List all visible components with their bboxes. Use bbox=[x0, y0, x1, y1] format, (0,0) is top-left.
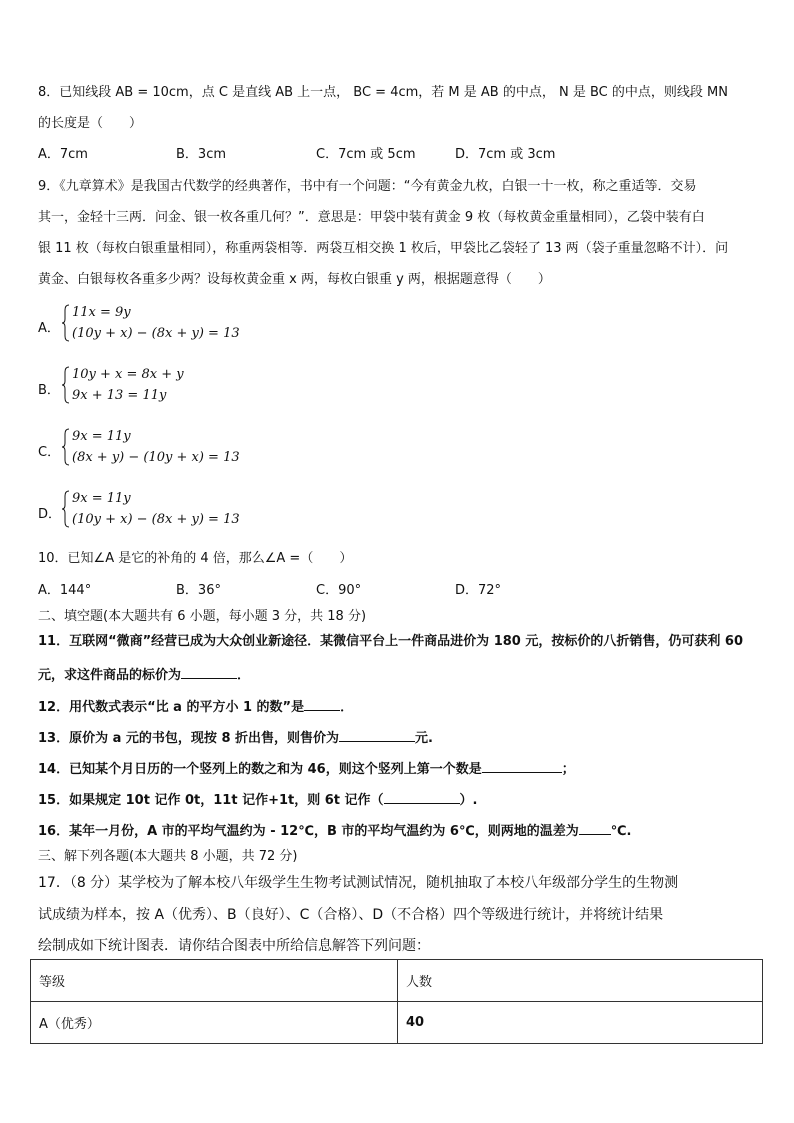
table-row bbox=[31, 1002, 763, 1044]
q14-end: ； bbox=[561, 762, 575, 777]
q9-option-d-eq1: 9x = 11y bbox=[72, 491, 131, 506]
q9-option-b-label: B． bbox=[38, 383, 60, 398]
q14-text: 14．已知某个月日历的一个竖列上的数之和为 46，则这个竖列上第一个数是 bbox=[38, 762, 482, 777]
q9-option-b-eq1: 10y + x = 8x + y bbox=[72, 367, 184, 382]
q9-line2: 其一，金轻十三两．问金、银一枚各重几何？”．意思是：甲袋中装有黄金 9 枚（每枚黄金重量相同），乙袋中装有白 bbox=[38, 210, 705, 225]
table-header-grade: 等级 bbox=[31, 960, 398, 1002]
q15-answer-blank[interactable] bbox=[384, 790, 460, 804]
q8-option-d: D．7cm 或 3cm bbox=[455, 147, 556, 162]
table-header-count: 人数 bbox=[398, 960, 763, 1002]
q17-line2: 试成绩为样本，按 A（优秀）、B（良好）、C（合格）、D（不合格）四个等级进行统计，并将统计结果 bbox=[38, 907, 664, 923]
q14-line bbox=[38, 759, 575, 779]
table-cell-grade: A（优秀） bbox=[31, 1002, 398, 1044]
q15-end: ）. bbox=[459, 793, 478, 808]
q9-option-a-eq1: 11x = 9y bbox=[72, 305, 131, 320]
q11-line2-text: 元，求这件商品的标价为 bbox=[38, 668, 182, 683]
q8-option-c: C．7cm 或 5cm bbox=[316, 147, 416, 162]
q8-option-b: B．3cm bbox=[176, 147, 227, 162]
q11-line1: 11．互联网“微商”经营已成为大众创业新途径．某微信平台上一件商品进价为 180 元，按标价的八折销售，仍可获利 60 bbox=[38, 634, 743, 649]
q13-end: 元. bbox=[415, 731, 433, 746]
q9-option-a-eq2: (10y + x) − (8x + y) = 13 bbox=[72, 326, 240, 341]
q9-option-c-eq2: (8x + y) − (10y + x) = 13 bbox=[72, 450, 240, 465]
section-2-heading: 二、填空题(本大题共有 6 小题，每小题 3 分，共 18 分) bbox=[38, 609, 367, 624]
grade-table bbox=[30, 959, 763, 1044]
brace-icon bbox=[62, 428, 70, 466]
q16-line bbox=[38, 821, 631, 841]
q16-text: 16．某年一月份，A 市的平均气温约为 - 12℃，B 市的平均气温约为 6℃，则两地的温差为 bbox=[38, 824, 579, 839]
brace-icon bbox=[62, 366, 70, 404]
q10-stem: 10．已知∠A 是它的补角的 4 倍，那么∠A =（ ） bbox=[38, 551, 353, 566]
q9-line1: 9．《九章算术》是我国古代数学的经典著作，书中有一个问题：“今有黄金九枚，白银一十一枚，称之重适等．交易 bbox=[38, 179, 697, 194]
q9-option-a-label: A． bbox=[38, 321, 60, 336]
q15-text: 15．如果规定 10t 记作 0t，11t 记作+1t，则 6t 记作（ bbox=[38, 793, 384, 808]
q9-line3: 银 11 枚（每枚白银重量相同），称重两袋相等．两袋互相交换 1 枚后，甲袋比乙袋轻了 13 两（袋子重量忽略不计）．问 bbox=[38, 241, 729, 256]
q9-option-d-eq2: (10y + x) − (8x + y) = 13 bbox=[72, 512, 240, 527]
q13-line bbox=[38, 728, 433, 748]
q10-option-c: C．90° bbox=[316, 583, 362, 598]
section-3-heading: 三、解下列各题(本大题共 8 小题，共 72 分) bbox=[38, 849, 298, 864]
q11-answer-blank[interactable] bbox=[181, 665, 237, 679]
q10-option-b: B．36° bbox=[176, 583, 221, 598]
q12-line bbox=[38, 697, 353, 717]
q16-end: ℃. bbox=[610, 824, 632, 839]
q10-option-a: A．144° bbox=[38, 583, 92, 598]
q8-line1: 8．已知线段 AB = 10cm，点 C 是直线 AB 上一点， BC = 4cm，若 M 是 AB 的中点， N 是 BC 的中点，则线段 MN bbox=[38, 85, 728, 100]
q14-answer-blank[interactable] bbox=[482, 759, 562, 773]
q8-option-a: A．7cm bbox=[38, 147, 88, 162]
q13-text: 13．原价为 a 元的书包，现按 8 折出售，则售价为 bbox=[38, 731, 340, 746]
q9-option-d-label: D． bbox=[38, 507, 62, 522]
table-cell-count: 40 bbox=[398, 1002, 763, 1044]
brace-icon bbox=[62, 304, 70, 342]
q11-line2-end: ． bbox=[237, 668, 251, 683]
q12-answer-blank[interactable] bbox=[304, 697, 340, 711]
q10-option-d: D．72° bbox=[455, 583, 502, 598]
q9-option-c-eq1: 9x = 11y bbox=[72, 429, 131, 444]
q17-line1: 17．（8 分）某学校为了解本校八年级学生生物考试测试情况，随机抽取了本校八年级部分学生的生物测 bbox=[38, 875, 679, 891]
q16-answer-blank[interactable] bbox=[579, 821, 611, 835]
q9-line4: 黄金、白银每枚各重多少两？设每枚黄金重 x 两，每枚白银重 y 两，根据题意得（ ） bbox=[38, 272, 551, 287]
q9-option-b-eq2: 9x + 13 = 11y bbox=[72, 388, 167, 403]
q11-line2 bbox=[38, 665, 250, 685]
q12-end: ． bbox=[340, 700, 354, 715]
q12-text: 12．用代数式表示“比 a 的平方小 1 的数”是 bbox=[38, 700, 305, 715]
q13-answer-blank[interactable] bbox=[339, 728, 415, 742]
q9-option-c-label: C． bbox=[38, 445, 61, 460]
table-header-row bbox=[31, 960, 763, 1002]
brace-icon bbox=[62, 490, 70, 528]
q17-line3: 绘制成如下统计图表．请你结合图表中所给信息解答下列问题： bbox=[38, 938, 430, 954]
q8-line2: 的长度是（ ） bbox=[38, 116, 143, 131]
q15-line bbox=[38, 790, 477, 810]
